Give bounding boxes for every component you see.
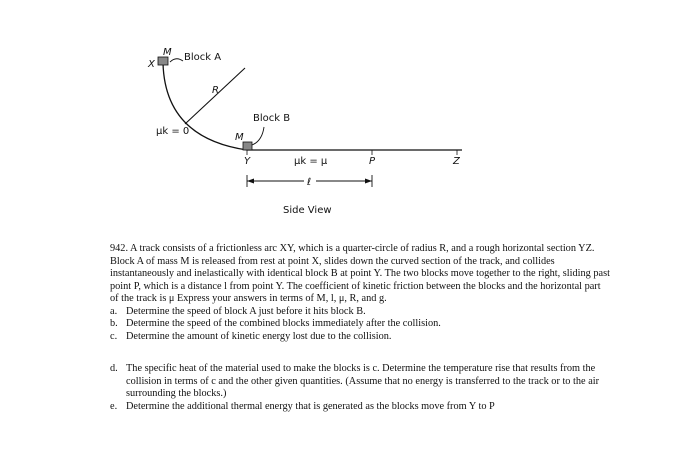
question-text: Determine the amount of kinetic energy lost due to the collision. (126, 330, 392, 342)
question-c (110, 331, 610, 344)
question-label: b. (110, 318, 118, 329)
question-text: Determine the speed of block A just before it hits block B. (126, 305, 366, 317)
question-a (110, 306, 610, 319)
dim-arrow-left (247, 179, 254, 184)
question-label: e. (110, 400, 118, 412)
radius-line (185, 68, 245, 124)
label-p: P (369, 156, 376, 167)
block-a (158, 57, 168, 65)
question-d (110, 363, 610, 401)
question-text: Determine the speed of the combined blocks immediately after the collision. (126, 318, 441, 329)
label-l: ℓ (307, 177, 312, 188)
label-m-bottom: M (235, 132, 244, 143)
label-block-b: Block B (253, 113, 291, 124)
label-x: X (148, 59, 155, 70)
question-e (110, 401, 610, 414)
question-text: Determine the additional thermal energy that is generated as the blocks move from Y to P (126, 400, 495, 412)
problem-intro: 942. A track consists of a frictionless arc XY, which is a quarter-circle of radius R, and a rough horizontal section YZ. Block A of mass M is released from rest at point X, slides down the curved section of the track, and collides instantaneously and inelastically with identical block B at point Y. The two blocks move together to the right, sliding past point P, which is a distance l from point Y. The coefficient of kinetic friction between the blocks and the horizontal part of the track is μ Express your answers in terms of M, l, μ, R, and g. (110, 243, 610, 304)
label-block-a: Block A (184, 52, 222, 63)
label-y: Y (244, 156, 251, 167)
block-b-leader (252, 127, 264, 145)
label-mu-zero: μk = 0 (156, 126, 190, 137)
label-mu-rough: μk = μ (294, 156, 328, 167)
block-a-leader (170, 59, 183, 62)
question-b (110, 318, 610, 331)
label-r: R (212, 85, 219, 96)
figure-caption: Side View (283, 205, 332, 216)
question-label: d. (110, 363, 118, 374)
problem-text (110, 243, 610, 413)
dim-arrow-right (365, 179, 372, 184)
label-m-top: M (163, 47, 172, 58)
question-text: The specific heat of the material used to make the blocks is c. Determine the temperature rise that results from the collision in terms of c and the other given quantities. (Assume that no energy is transferred to the track or to the air surrounding the blocks.) (126, 363, 600, 399)
question-label: a. (110, 305, 118, 317)
question-label: c. (110, 330, 118, 342)
label-z: Z (453, 156, 460, 167)
block-b (243, 142, 252, 150)
